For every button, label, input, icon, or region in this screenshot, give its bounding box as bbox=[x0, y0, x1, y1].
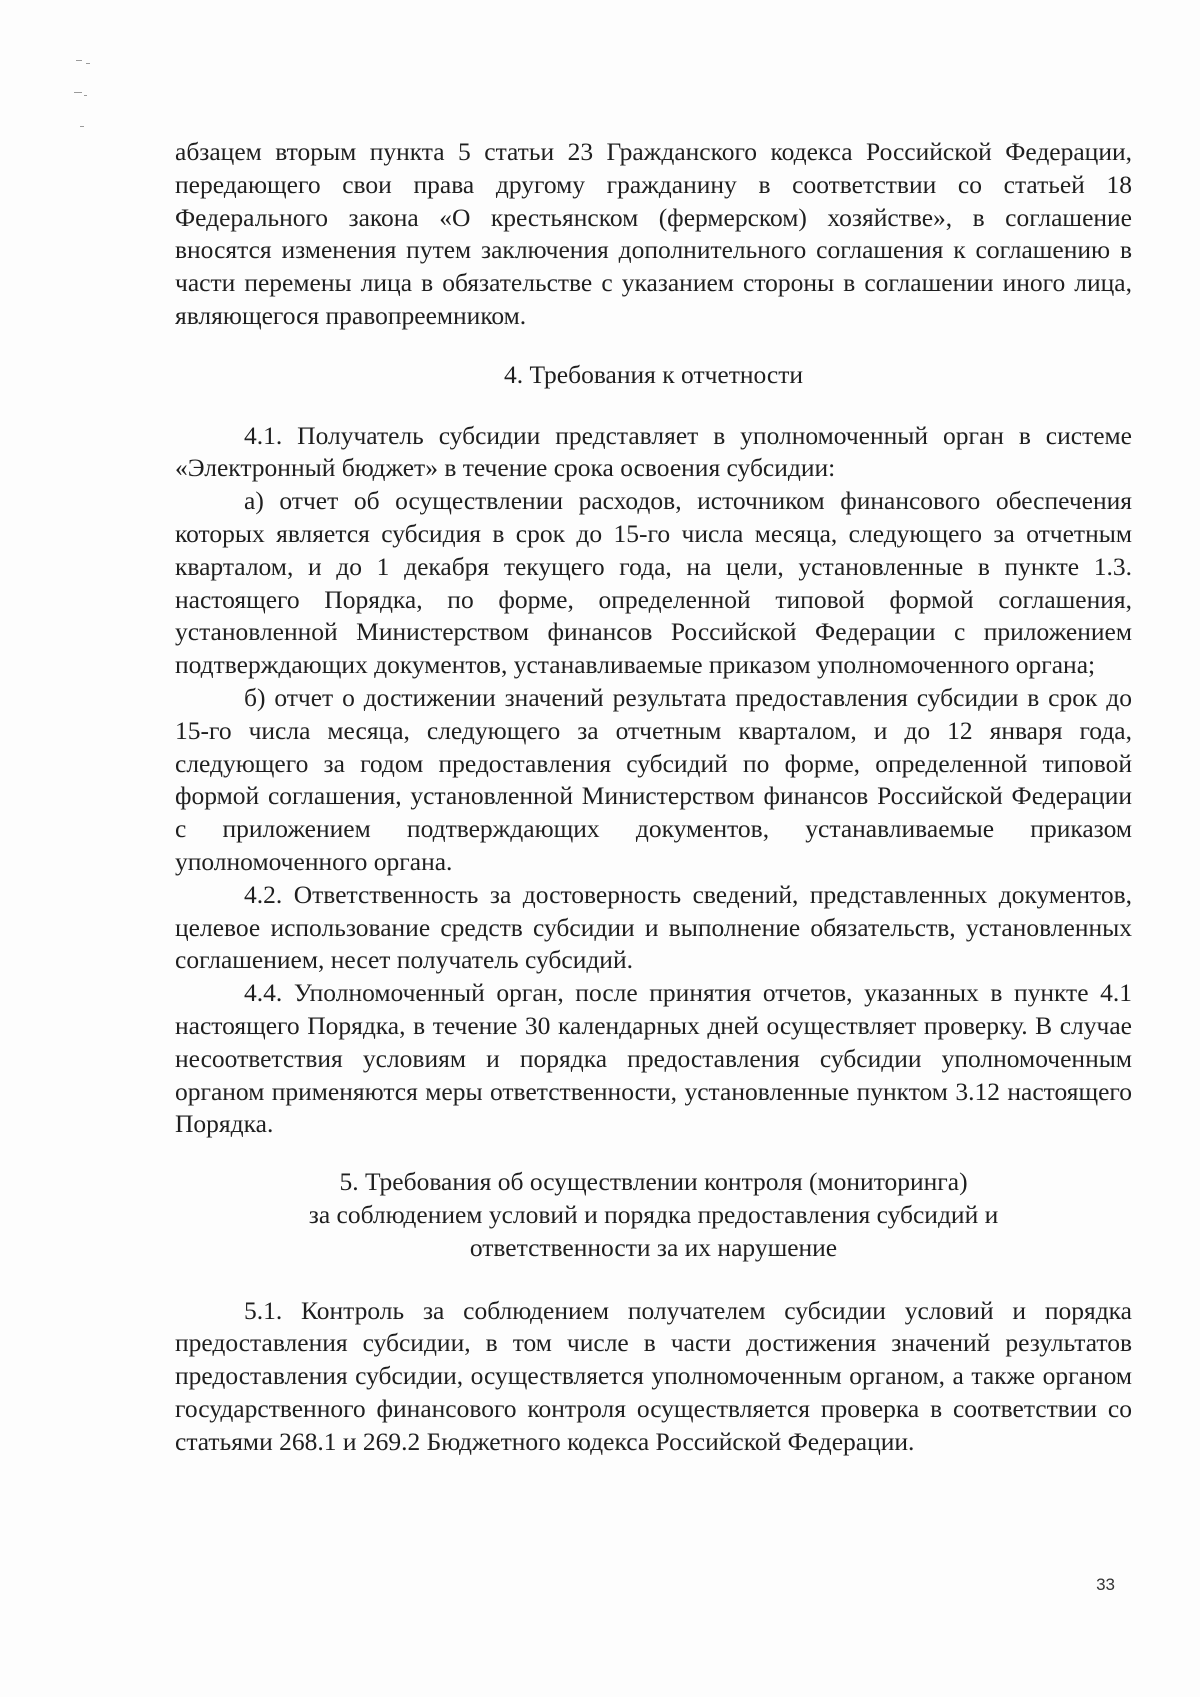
paragraph-4-1-b: б) отчет о достижении значений результата предоставления субсидии в срок до 15-го числа месяца, следующего за отчетным кварталом, и до 12 января года, следующего за годом предоставления субсидий по форме, определенной типовой формой соглашения, установленной Министерством финансов Российской Федерации с приложением подтверждающих документов, устанавливаемые приказом уполномоченного органа. bbox=[175, 682, 1132, 876]
paragraph-4-2: 4.2. Ответственность за достоверность сведений, представленных документов, целевое использование средств субсидии и выполнение обязательств, установленных соглашением, несет получатель субсидий. bbox=[175, 879, 1132, 975]
opening-paragraph: абзацем вторым пункта 5 статьи 23 Гражданского кодекса Российской Федерации, передающего свои права другому гражданину в соответствии со статьей 18 Федерального закона «О крестьянском (фермерском) хозяйстве», в соглашение вносятся изменения путем заключения дополнительного соглашения к соглашению в части перемены лица в обязательстве с указанием стороны в соглашении иного лица, являющегося правопреемником. bbox=[175, 137, 1132, 330]
paragraph-4-1: 4.1. Получатель субсидии представляет в уполномоченный орган в системе «Электронный бюджет» в течение срока освоения субсидии: bbox=[175, 420, 1132, 483]
paragraph-4-4: 4.4. Уполномоченный орган, после принятия отчетов, указанных в пункте 4.1 настоящего Порядка, в течение 30 календарных дней осуществляет проверку. В случае несоответствия условиям и порядка предоставления субсидии уполномоченным органом применяются меры ответственности, установленные пунктом 3.12 настоящего Порядка. bbox=[175, 978, 1132, 1139]
section-4-heading: 4. Требования к отчетности bbox=[503, 359, 804, 389]
section-5-heading bbox=[175, 1166, 1132, 1264]
document-body bbox=[175, 136, 1132, 1458]
scan-artifact-marks bbox=[70, 60, 100, 150]
page-number: 33 bbox=[1096, 1575, 1115, 1594]
paragraph-5-1: 5.1. Контроль за соблюдением получателем субсидии условий и порядка предоставления субсидии, в том числе в части достижения значений результатов предоставления субсидии, осуществляется уполномоченным органом, а также органом государственного финансового контроля осуществляется проверка в соответствии со статьями 268.1 и 269.2 Бюджетного кодекса Российской Федерации. bbox=[175, 1295, 1132, 1456]
section-5-heading-line-2: за соблюдением условий и порядка предоставления субсидий и bbox=[308, 1199, 999, 1229]
section-5-heading-line-3: ответственности за их нарушение bbox=[469, 1232, 838, 1262]
section-5-heading-line-1: 5. Требования об осуществлении контроля (мониторинга) bbox=[339, 1167, 968, 1197]
paragraph-4-1-a: а) отчет об осуществлении расходов, источником финансового обеспечения которых является субсидия в срок до 15-го числа месяца, следующего за отчетным кварталом, и до 1 декабря текущего года, на цели, установленные в пункте 1.3. настоящего Порядка, по форме, определенной типовой формой соглашения, установленной Министерством финансов Российской Федерации с приложением подтверждающих документов, устанавливаемые приказом уполномоченного органа; bbox=[175, 486, 1132, 680]
